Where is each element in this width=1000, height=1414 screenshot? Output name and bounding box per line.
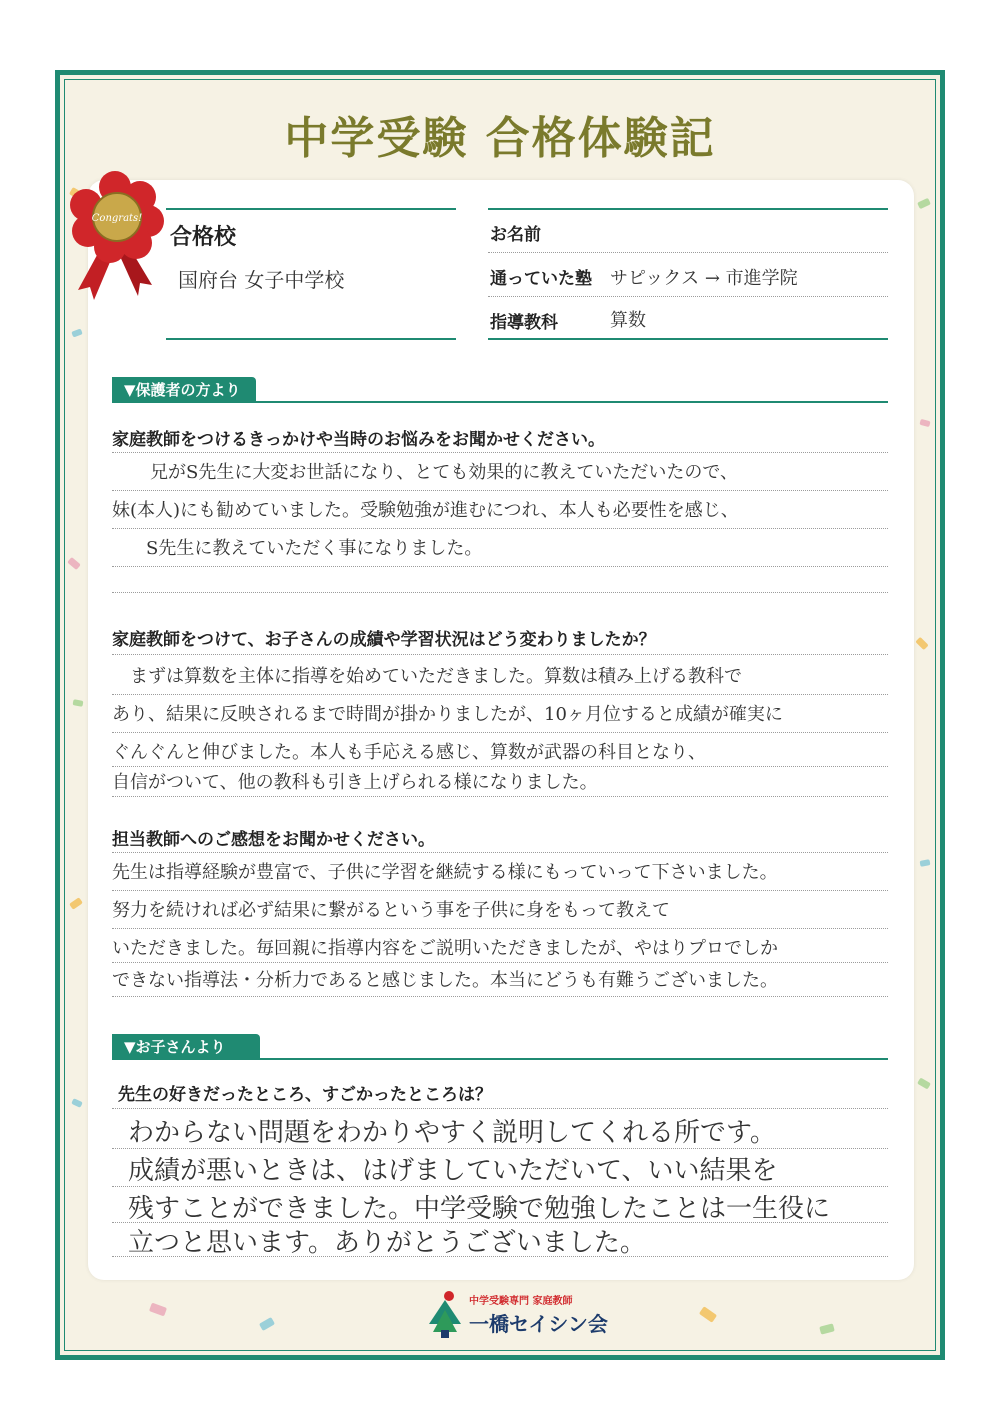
dotted-rule [112, 890, 888, 891]
dotted-rule [112, 928, 888, 929]
juku-label: 通っていた塾 [490, 269, 592, 289]
dotted-rule [112, 490, 888, 491]
footer-brand: 一橋セイシン会 [469, 1312, 608, 1336]
brand-logo [425, 1290, 608, 1338]
footer-tagline: 中学受験専門 家庭教師 [469, 1296, 573, 1307]
section-rule [112, 401, 888, 403]
dotted-rule [112, 654, 888, 655]
dotted-rule [112, 796, 888, 797]
question-1: 家庭教師をつけるきっかけや当時のお悩みをお聞かせください。 [112, 430, 605, 450]
dotted-rule [112, 528, 888, 529]
dotted-rule [112, 566, 888, 567]
answer-line: 自信がついて、他の教科も引き上げられる様になりました。 [112, 772, 598, 793]
answer-line: 残すことができました。中学受験で勉強したことは一生役に [128, 1194, 831, 1224]
dotted-rule [112, 732, 888, 733]
subject-label: 指導教科 [490, 313, 558, 333]
dotted-rule [112, 962, 888, 963]
divider [166, 338, 456, 340]
section-tag-child: ▼お子さんより [112, 1034, 260, 1060]
name-label: お名前 [490, 225, 541, 245]
dotted-rule [488, 252, 888, 253]
answer-line: あり、結果に反映されるまで時間が掛かりましたが、10ヶ月位すると成績が確実に [112, 704, 783, 725]
answer-line: 成績が悪いときは、はげましていただいて、いい結果を [128, 1156, 778, 1186]
question-3: 担当教師へのご感想をお聞かせください。 [112, 830, 435, 850]
subject-value: 算数 [610, 310, 646, 331]
answer-line: わからない問題をわかりやすく説明してくれる所です。 [128, 1118, 776, 1148]
answer-line: 先生は指導経験が豊富で、子供に学習を継続する様にもっていって下さいました。 [112, 862, 778, 883]
school-value: 国府台 女子中学校 [178, 268, 345, 292]
divider [166, 208, 456, 210]
dotted-rule [112, 592, 888, 593]
dotted-rule [112, 996, 888, 997]
congrats-rosette-icon [60, 165, 180, 305]
tree-logo-icon [425, 1290, 465, 1338]
answer-line: いただきました。毎回親に指導内容をご説明いただきましたが、やはりプロでしか [112, 938, 778, 959]
rosette-text: Congrats! [91, 213, 143, 224]
answer-line: 立つと思います。ありがとうございました。 [128, 1228, 646, 1258]
answer-line: まずは算数を主体に指導を始めていただきました。算数は積み上げる教科で [130, 666, 742, 687]
question-4: 先生の好きだったところ、すごかったところは？ [118, 1085, 492, 1105]
dotted-rule [112, 1256, 888, 1257]
school-label: 合格校 [170, 225, 237, 250]
answer-line: 努力を続ければ必ず結果に繋がるという事を子供に身をもって教えて [112, 900, 670, 921]
section-rule [112, 1058, 888, 1060]
answer-line: S先生に教えていただく事になりました。 [146, 538, 483, 559]
question-2: 家庭教師をつけて、お子さんの成績や学習状況はどう変わりましたか？ [112, 630, 656, 650]
dotted-rule [488, 296, 888, 297]
juku-value: サピックス → 市進学院 [610, 268, 798, 289]
dotted-rule [112, 766, 888, 767]
divider [488, 208, 888, 210]
dotted-rule [112, 1186, 888, 1187]
dotted-rule [112, 452, 888, 453]
section-tag-parent: ▼保護者の方より [112, 377, 256, 403]
page-title: 中学受験 合格体験記 [284, 113, 716, 164]
answer-line: 兄がS先生に大変お世話になり、とても効果的に教えていただいたので、 [150, 462, 738, 483]
dotted-rule [112, 1108, 888, 1109]
dotted-rule [112, 852, 888, 853]
answer-line: できない指導法・分析力であると感じました。本当にどうも有難うございました。 [112, 970, 778, 991]
dotted-rule [112, 694, 888, 695]
dotted-rule [112, 1148, 888, 1149]
divider [488, 338, 888, 340]
answer-line: ぐんぐんと伸びました。本人も手応える感じ、算数が武器の科目となり、 [112, 742, 706, 763]
answer-line: 妹(本人)にも勧めていました。受験勉強が進むにつれ、本人も必要性を感じ、 [112, 500, 739, 521]
